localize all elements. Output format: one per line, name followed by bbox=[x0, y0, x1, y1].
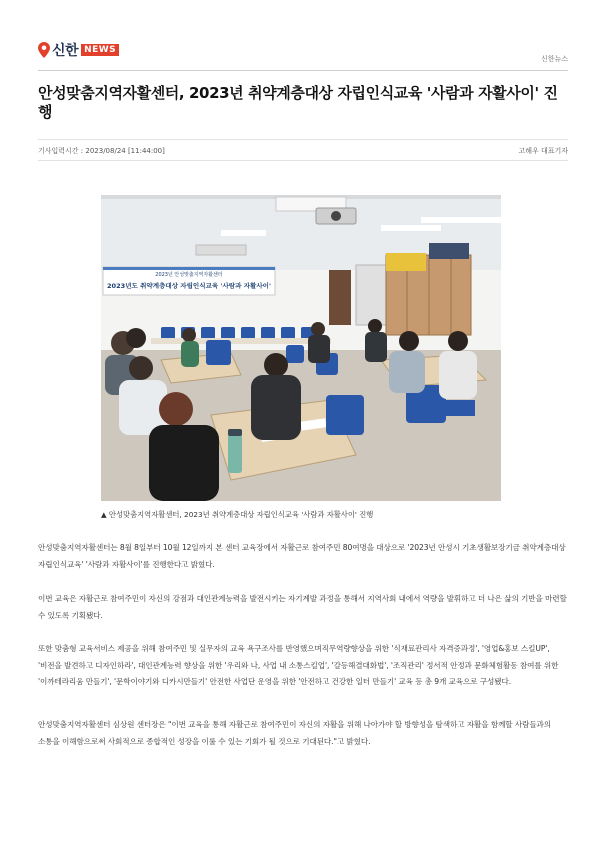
paragraph-3: 또한 맞춤형 교육서비스 제공을 위해 참여주민 및 실무자의 교육 욕구조사를 반영했으며직무역량향상을 위한 '식재료관리사 자격증과정', '영업&홍보 스킬UP', '비전을 발견하고 디자인하라', 대인관계능력 향상을 위한 '우리와 나, 사업 내 소통스킬업', '갈등해결대화법', '조직관리' 정서적 안정과 문화체험활동 참여를 위한 '이까테라리움 만들기', '문학이야기와 디카시만들기' 안전한 사업단 운영을 위한 '안전하고 건강한 일터 만들기' 교육 등 총 9개 교육으로 구성됐다. bbox=[38, 644, 559, 686]
site-logo[interactable] bbox=[38, 40, 119, 60]
publish-datetime: 기사입력시간 : 2023/08/24 [11:44:00] bbox=[38, 147, 165, 155]
author-name: 고해우 대표기자 bbox=[518, 147, 568, 155]
logo-news-tag: NEWS bbox=[81, 44, 119, 56]
photo-caption: ▲ 안성맞춤지역자활센터, 2023년 취약계층대상 자립인식교육 '사람과 자활사이' 진행 bbox=[101, 510, 374, 519]
article-photo bbox=[101, 195, 501, 501]
paragraph-4: 안성맞춤지역자활센터 심상원 센터장은 "이번 교육을 통해 자활근로 참여주민이 자신의 자활을 위해 나아가야 할 방향성을 탐색하고 자활을 함께할 사람들과의 소통을 이해함으로써 사회적으로 종합적인 성장을 이룰 수 있는 기회가 될 것으로 기대된다."고 밝혔다. bbox=[38, 720, 552, 746]
meta-divider-bottom bbox=[38, 160, 568, 161]
meta-divider-top bbox=[38, 139, 568, 140]
paragraph-1: 안성맞춤지역자활센터는 8월 8일부터 10월 12일까지 본 센터 교육장에서 자활근로 참여주민 80여명을 대상으로 '2023년 안성시 기초생활보장기금 취약계층대상 자립인식교육' '사람과 자활사이'를 진행한다고 밝혔다. bbox=[38, 543, 566, 569]
site-header bbox=[38, 40, 568, 64]
article-headline: 안성맞춤지역자활센터, 2023년 취약계층대상 자립인식교육 '사람과 자활사이' 진행 bbox=[38, 84, 558, 121]
location-pin-icon bbox=[38, 42, 50, 58]
banner-title: 2023년도 취약계층대상 자립인식교육 '사람과 자활사이' bbox=[107, 283, 263, 290]
header-divider bbox=[38, 70, 568, 71]
banner-subtitle: 2023년 안성맞춤지역자활센터 bbox=[155, 272, 223, 278]
logo-text: 신한 bbox=[52, 43, 79, 59]
paragraph-2: 이번 교육은 자활근로 참여주민이 자신의 강점과 대인관계능력을 발전시키는 자기계발 과정을 통해서 지역사회 내에서 역량을 발휘하고 더 나은 삶의 기반을 마련할 수 있도록 기획됐다. bbox=[38, 594, 567, 620]
publisher-name: 신한뉴스 bbox=[540, 55, 568, 63]
